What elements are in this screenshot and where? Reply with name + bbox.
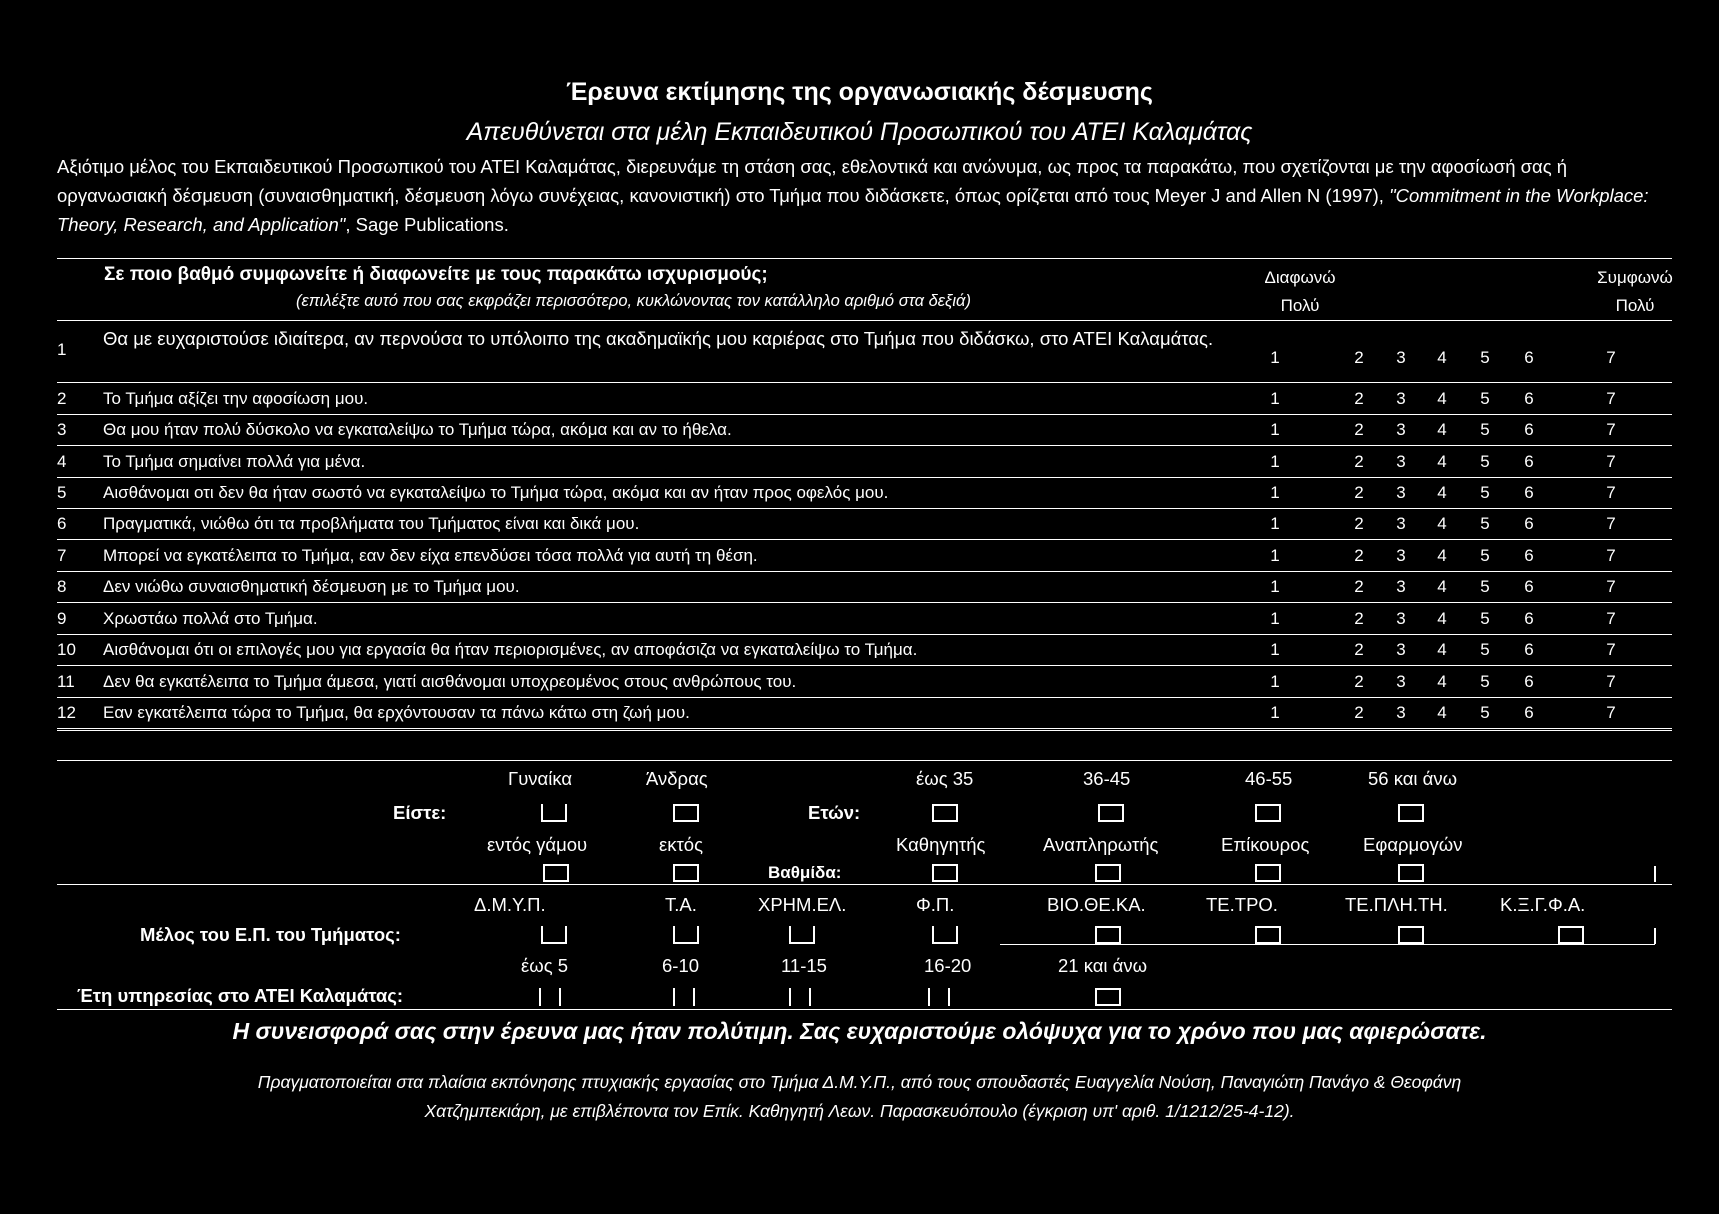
age-label: Ετών: <box>808 802 861 823</box>
checkbox-male[interactable] <box>673 804 699 822</box>
scale-option[interactable]: 5 <box>1480 640 1490 659</box>
scale-option[interactable]: 7 <box>1606 640 1616 659</box>
row-rule <box>57 602 1672 603</box>
checkbox-marital-out[interactable] <box>673 864 699 882</box>
scale-option[interactable]: 7 <box>1606 672 1616 691</box>
scale-option[interactable]: 6 <box>1524 420 1534 439</box>
scale-option[interactable]: 2 <box>1354 483 1364 502</box>
rank-row-end-mark <box>1654 866 1656 882</box>
item-number: 8 <box>57 577 67 596</box>
item-statement: Αισθάνομαι ότι οι επιλογές μου για εργασία θα ήταν περιορισμένες, αν αποφάσιζα να εγκαταλείψω το Τμήμα. <box>103 640 918 659</box>
scale-option[interactable]: 7 <box>1606 420 1616 439</box>
scale-option[interactable]: 4 <box>1437 420 1447 439</box>
years-option-label: 16-20 <box>924 955 972 976</box>
row-rule <box>57 445 1672 446</box>
checkbox-rank-option[interactable] <box>1095 864 1121 882</box>
scale-option[interactable]: 7 <box>1606 452 1616 471</box>
gender-female-label: Γυναίκα <box>508 768 573 789</box>
intro-tail: , Sage Publications. <box>345 214 509 235</box>
scale-option[interactable]: 7 <box>1606 609 1616 628</box>
scale-option[interactable]: 1 <box>1270 514 1280 533</box>
rank-option-label: Εφαρμογών <box>1363 834 1463 855</box>
item-statement: Δεν θα εγκατέλειπα το Τμήμα άμεσα, γιατί αισθάνομαι υποχρεομένος στους ανθρώπους του. <box>103 672 797 691</box>
scale-option[interactable]: 2 <box>1354 703 1364 722</box>
demographics-top-rule <box>57 760 1672 761</box>
item-statement: Εαν εγκατέλειπα τώρα το Τμήμα, θα ερχόντουσαν τα πάνω κάτω στη ζωή μου. <box>103 703 690 722</box>
item-statement: Αισθάνομαι οτι δεν θα ήταν σωστό να εγκαταλείψω το Τμήμα τώρα, ακόμα και αν ήταν προς οφελός μου. <box>103 483 889 502</box>
scale-option[interactable]: 7 <box>1606 483 1616 502</box>
scale-option[interactable]: 4 <box>1437 348 1447 367</box>
dept-option-label: ΒΙΟ.ΘΕ.ΚΑ. <box>1047 894 1146 915</box>
scale-option[interactable]: 3 <box>1396 389 1406 408</box>
checkbox-age-option[interactable] <box>932 804 958 822</box>
row-rule <box>57 382 1672 383</box>
age-option-label: 46-55 <box>1245 768 1293 789</box>
item-number: 5 <box>57 483 67 502</box>
scale-option[interactable]: 3 <box>1396 546 1406 565</box>
checkbox-years-option[interactable] <box>928 988 950 1006</box>
footer-line: Πραγματοποιείται στα πλαίσια εκπόνησης πτυχιακής εργασίας στο Τμήμα Δ.Μ.Υ.Π., από τους σπουδαστές Ευαγγελία Νούση, Παναγιώτη Πανάγο & Θεοφάνη <box>257 1072 1462 1092</box>
item-number: 11 <box>57 672 75 691</box>
scale-option[interactable]: 3 <box>1396 483 1406 502</box>
scale-option[interactable]: 5 <box>1480 609 1490 628</box>
scale-option[interactable]: 6 <box>1524 483 1534 502</box>
item-number: 2 <box>57 389 67 408</box>
dept-option-label: ΧΡΗΜ.ΕΛ. <box>758 894 847 915</box>
scale-option[interactable]: 6 <box>1524 452 1534 471</box>
item-statement: Το Τμήμα σημαίνει πολλά για μένα. <box>103 452 366 471</box>
scale-option[interactable]: 5 <box>1480 483 1490 502</box>
scale-option[interactable]: 5 <box>1480 348 1490 367</box>
thanks-message: Η συνεισφορά σας στην έρευνα μας ήταν πολύτιμη. Σας ευχαριστούμε ολόψυχα για το χρόνο που μας αφιερώσατε. <box>232 1018 1487 1044</box>
intro-paragraph <box>57 152 1667 239</box>
you-are-label: Είστε: <box>393 802 447 823</box>
scale-option[interactable]: 6 <box>1524 577 1534 596</box>
scale-option[interactable]: 4 <box>1437 672 1447 691</box>
table-question: Σε ποιο βαθμό συμφωνείτε ή διαφωνείτε με τους παρακάτω ισχυρισμούς; <box>104 264 768 285</box>
rank-row-rule <box>57 884 1672 885</box>
years-option-label: 6-10 <box>662 955 700 976</box>
scale-option[interactable]: 2 <box>1354 577 1364 596</box>
scale-option[interactable]: 4 <box>1437 609 1447 628</box>
scale-option[interactable]: 1 <box>1270 577 1280 596</box>
scale-option[interactable]: 3 <box>1396 640 1406 659</box>
scale-option[interactable]: 7 <box>1606 389 1616 408</box>
scale-option[interactable]: 3 <box>1396 703 1406 722</box>
marital-in-label: εντός γάμου <box>487 834 588 855</box>
checkbox-dept-option[interactable] <box>541 926 567 944</box>
item-statement: Δεν νιώθω συναισθηματική δέσμευση με το Τμήμα μου. <box>103 577 520 596</box>
checkbox-years-option[interactable] <box>539 988 561 1006</box>
checkbox-marital-in[interactable] <box>543 864 569 882</box>
checkbox-years-option[interactable] <box>789 988 811 1006</box>
scale-option[interactable]: 4 <box>1437 389 1447 408</box>
scale-option[interactable]: 1 <box>1270 672 1280 691</box>
scale-option[interactable]: 5 <box>1480 703 1490 722</box>
scale-option[interactable]: 4 <box>1437 546 1447 565</box>
years-option-label: έως 5 <box>521 955 569 976</box>
scale-option[interactable]: 1 <box>1270 546 1280 565</box>
scale-option[interactable]: 5 <box>1480 577 1490 596</box>
rank-label: Βαθμίδα: <box>768 863 842 882</box>
scale-option[interactable]: 2 <box>1354 546 1364 565</box>
dept-option-label: Δ.Μ.Υ.Π. <box>474 894 546 915</box>
scale-option[interactable]: 6 <box>1524 546 1534 565</box>
row-rule <box>57 508 1672 509</box>
intro-text: Αξιότιμο μέλος του Εκπαιδευτικού Προσωπικού του ΑΤΕΙ Καλαμάτας, διερευνάμε τη στάση σας, εθελοντικά και ανώνυμα, ως προς τα παρακάτω, που σχετίζονται με την αφοσίωσή σας ή οργανωσιακή δέσμευση (συναισθηματική, δέσμευση λόγω συνέχειας, κανονιστική) στο Τμήμα που διδάσκετε, όπως ορίζεται από τους Meyer J and Allen N (1997), <box>57 156 1568 206</box>
scale-option[interactable]: 6 <box>1524 672 1534 691</box>
scale-option[interactable]: 5 <box>1480 452 1490 471</box>
checkbox-rank-option[interactable] <box>932 864 958 882</box>
scale-option[interactable]: 6 <box>1524 640 1534 659</box>
scale-option[interactable]: 3 <box>1396 420 1406 439</box>
checkbox-dept-option[interactable] <box>789 926 815 944</box>
checkbox-years-option[interactable] <box>1095 988 1121 1006</box>
checkbox-female[interactable] <box>541 804 567 822</box>
years-option-label: 21 και άνω <box>1058 955 1148 976</box>
scale-option[interactable]: 2 <box>1354 672 1364 691</box>
scale-option[interactable]: 4 <box>1437 577 1447 596</box>
intro-book-title: "Commitment in the Workplace: Theory, Research, and Application" <box>57 185 1649 235</box>
row-rule <box>57 571 1672 572</box>
checkbox-dept-option[interactable] <box>673 926 699 944</box>
dept-row-end-mark <box>1654 928 1656 944</box>
table-instruction: (επιλέξτε αυτό που σας εκφράζει περισσότερο, κυκλώνοντας τον κατάλληλο αριθμό στα δεξιά) <box>296 292 971 310</box>
scale-option[interactable]: 5 <box>1480 546 1490 565</box>
scale-option[interactable]: 1 <box>1270 452 1280 471</box>
item-number: 12 <box>57 703 76 722</box>
dept-row-rule <box>1000 944 1655 945</box>
marital-out-label: εκτός <box>659 834 704 855</box>
footer-note <box>0 1068 1719 1126</box>
scale-option[interactable]: 7 <box>1606 703 1616 722</box>
dept-option-label: ΤΕ.ΤΡΟ. <box>1206 894 1278 915</box>
scale-option[interactable]: 1 <box>1270 703 1280 722</box>
scale-option[interactable]: 1 <box>1270 640 1280 659</box>
row-rule <box>57 728 1672 729</box>
item-number: 7 <box>57 546 67 565</box>
footer-line: Χατζημπεκιάρη, με επιβλέποντα τον Επίκ. Καθηγητή Λεων. Παρασκευόπουλο (έγκριση υπ' αριθ. 1/1212/25-4-12). <box>424 1101 1295 1121</box>
scale-option[interactable]: 5 <box>1480 672 1490 691</box>
checkbox-age-option[interactable] <box>1398 804 1424 822</box>
scale-option[interactable]: 4 <box>1437 703 1447 722</box>
row-rule <box>57 414 1672 415</box>
scale-disagree-label <box>1245 264 1355 320</box>
scale-option[interactable]: 1 <box>1270 609 1280 628</box>
survey-title: Έρευνα εκτίμησης της οργανωσιακής δέσμευσης <box>566 78 1153 106</box>
scale-option[interactable]: 4 <box>1437 483 1447 502</box>
scale-option[interactable]: 6 <box>1524 609 1534 628</box>
checkbox-rank-option[interactable] <box>1398 864 1424 882</box>
checkbox-age-option[interactable] <box>1098 804 1124 822</box>
checkbox-dept-option[interactable] <box>1558 926 1584 944</box>
item-statement: Χρωστάω πολλά στο Τμήμα. <box>103 609 318 628</box>
rank-option-label: Επίκουρος <box>1221 834 1310 855</box>
scale-option[interactable]: 3 <box>1396 609 1406 628</box>
agree-line2: Πολύ <box>1615 296 1655 315</box>
item-statement: Το Τμήμα αξίζει την αφοσίωση μου. <box>103 389 369 408</box>
checkbox-age-option[interactable] <box>1255 804 1281 822</box>
item-statement: Μπορεί να εγκατέλειπα το Τμήμα, εαν δεν είχα επενδύσει τόσα πολλά για αυτή τη θέση. <box>103 546 758 565</box>
agree-line1: Συμφωνώ <box>1597 268 1673 287</box>
scale-option[interactable]: 2 <box>1354 514 1364 533</box>
scale-option[interactable]: 4 <box>1437 640 1447 659</box>
row-rule <box>57 665 1672 666</box>
row-rule <box>57 477 1672 478</box>
dept-label: Μέλος του Ε.Π. του Τμήματος: <box>140 924 401 945</box>
checkbox-dept-option[interactable] <box>1095 926 1121 944</box>
scale-option[interactable]: 2 <box>1354 452 1364 471</box>
item-statement: Θα με ευχαριστούσε ιδιαίτερα, αν περνούσα το υπόλοιπο της ακαδημαϊκής μου καριέρας στο Τμήμα που διδάσκω, στο ΑΤΕΙ Καλαμάτας. <box>103 328 1214 349</box>
dept-option-label: Τ.Α. <box>665 894 697 915</box>
scale-option[interactable]: 4 <box>1437 514 1447 533</box>
rank-option-label: Καθηγητής <box>896 834 986 855</box>
dept-option-label: ΤΕ.ΠΛΗ.ΤΗ. <box>1345 894 1448 915</box>
scale-option[interactable]: 3 <box>1396 672 1406 691</box>
item-number: 4 <box>57 452 67 471</box>
scale-option[interactable]: 1 <box>1270 420 1280 439</box>
item-statement: Πραγματικά, νιώθω ότι τα προβλήματα του Τμήματος είναι και δικά μου. <box>103 514 640 533</box>
gender-male-label: Άνδρας <box>646 768 708 789</box>
disagree-line1: Διαφωνώ <box>1264 268 1336 287</box>
checkbox-dept-option[interactable] <box>1255 926 1281 944</box>
years-label: Έτη υπηρεσίας στο ΑΤΕΙ Καλαμάτας: <box>77 985 404 1006</box>
checkbox-years-option[interactable] <box>673 988 695 1006</box>
scale-option[interactable]: 6 <box>1524 348 1534 367</box>
row-rule <box>57 697 1672 698</box>
table-bottom-rule <box>57 730 1672 731</box>
demographics-bottom-rule <box>57 1009 1672 1010</box>
scale-option[interactable]: 6 <box>1524 514 1534 533</box>
dept-option-label: Φ.Π. <box>916 894 955 915</box>
scale-option[interactable]: 5 <box>1480 389 1490 408</box>
item-number: 1 <box>57 340 67 359</box>
row-rule <box>57 539 1672 540</box>
disagree-line2: Πολύ <box>1280 296 1320 315</box>
scale-option[interactable]: 3 <box>1396 514 1406 533</box>
scale-option[interactable]: 6 <box>1524 703 1534 722</box>
checkbox-dept-option[interactable] <box>932 926 958 944</box>
rank-option-label: Αναπληρωτής <box>1043 834 1159 855</box>
row-rule <box>57 634 1672 635</box>
scale-option[interactable]: 6 <box>1524 389 1534 408</box>
checkbox-dept-option[interactable] <box>1398 926 1424 944</box>
scale-option[interactable]: 2 <box>1354 389 1364 408</box>
scale-option[interactable]: 1 <box>1270 389 1280 408</box>
age-option-label: έως 35 <box>916 768 974 789</box>
table-header-rule <box>57 320 1672 321</box>
item-number: 3 <box>57 420 67 439</box>
item-number: 10 <box>57 640 76 659</box>
item-statement: Θα μου ήταν πολύ δύσκολο να εγκαταλείψω το Τμήμα τώρα, ακόμα και αν το ήθελα. <box>103 420 732 439</box>
scale-option[interactable]: 3 <box>1396 348 1406 367</box>
scale-option[interactable]: 7 <box>1606 577 1616 596</box>
scale-option[interactable]: 2 <box>1354 640 1364 659</box>
scale-option[interactable]: 1 <box>1270 348 1280 367</box>
survey-subtitle: Απευθύνεται στα μέλη Εκπαιδευτικού Προσωπικού του ΑΤΕΙ Καλαμάτας <box>466 118 1253 146</box>
scale-option[interactable]: 7 <box>1606 514 1616 533</box>
scale-option[interactable]: 5 <box>1480 514 1490 533</box>
scale-agree-label <box>1585 264 1685 320</box>
dept-option-label: Κ.Ξ.Γ.Φ.Α. <box>1500 894 1586 915</box>
scale-option[interactable]: 7 <box>1606 546 1616 565</box>
table-top-rule <box>57 258 1672 259</box>
scale-option[interactable]: 2 <box>1354 348 1364 367</box>
checkbox-rank-option[interactable] <box>1255 864 1281 882</box>
scale-option[interactable]: 3 <box>1396 577 1406 596</box>
age-option-label: 36-45 <box>1083 768 1131 789</box>
scale-option[interactable]: 1 <box>1270 483 1280 502</box>
item-number: 6 <box>57 514 67 533</box>
item-number: 9 <box>57 609 67 628</box>
scale-option[interactable]: 2 <box>1354 420 1364 439</box>
scale-option[interactable]: 4 <box>1437 452 1447 471</box>
scale-option[interactable]: 2 <box>1354 609 1364 628</box>
age-option-label: 56 και άνω <box>1368 768 1458 789</box>
years-option-label: 11-15 <box>781 955 827 976</box>
scale-option[interactable]: 5 <box>1480 420 1490 439</box>
scale-option[interactable]: 3 <box>1396 452 1406 471</box>
scale-option[interactable]: 7 <box>1606 348 1616 367</box>
